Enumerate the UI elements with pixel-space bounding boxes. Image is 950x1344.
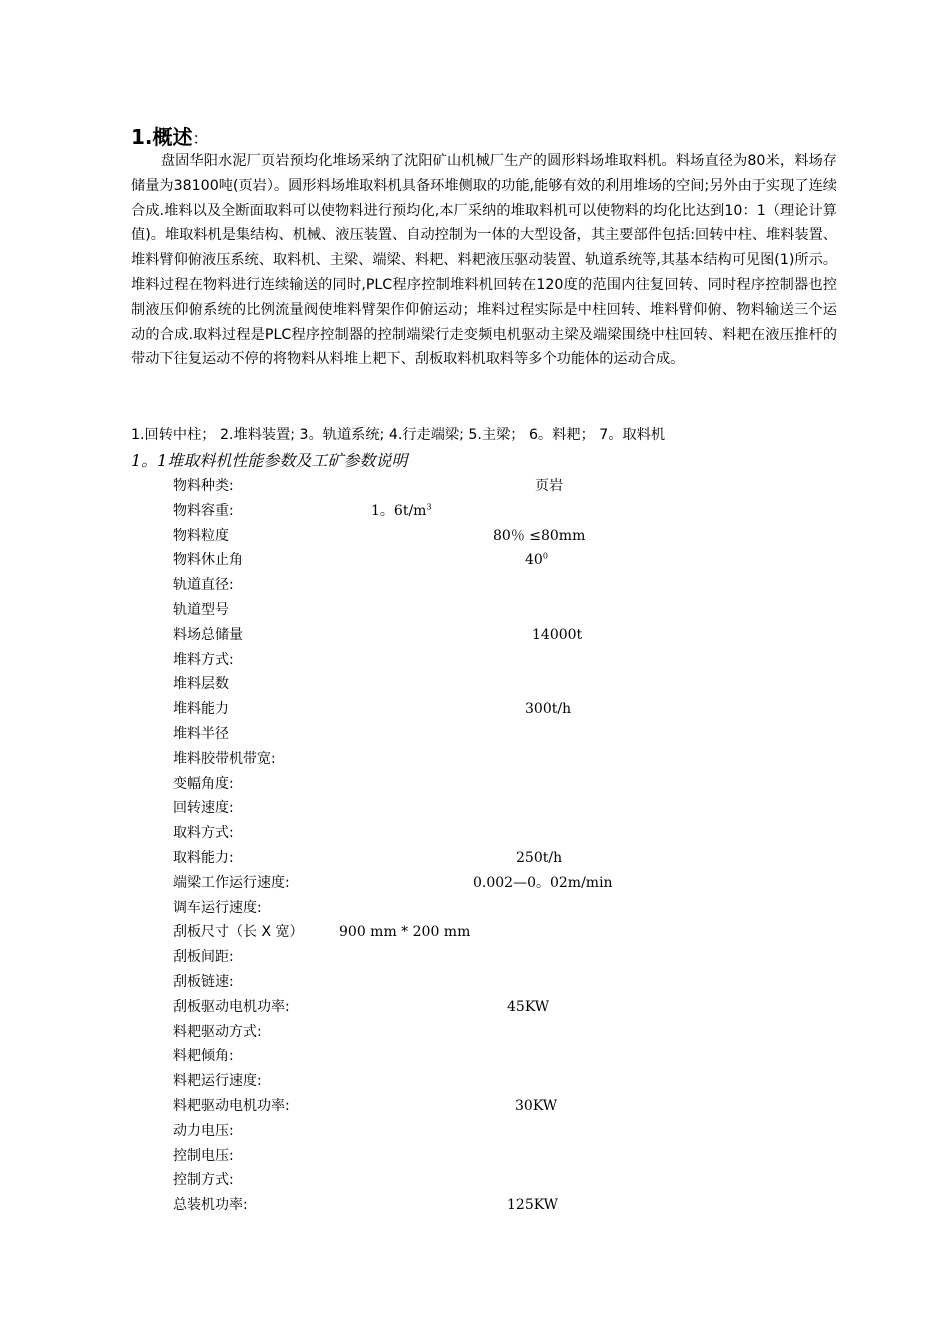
- section-title-colon: ：: [192, 129, 209, 148]
- parameter-row: [173, 672, 813, 697]
- parameter-label: 堆料能力: [173, 701, 229, 718]
- parameter-label: 轨道直径:: [173, 577, 234, 594]
- parameter-label: 回转速度:: [173, 800, 234, 817]
- parameter-value: 900 mm * 200 mm: [339, 924, 471, 941]
- section-title: 概述: [152, 125, 193, 149]
- parameter-label: 动力电压:: [173, 1122, 234, 1139]
- parameter-value: 0.002—0。02m/min: [473, 874, 613, 891]
- parameter-row: [173, 499, 813, 524]
- parameter-value-superscript: 3: [426, 502, 432, 512]
- parameter-row: [173, 747, 813, 772]
- parameter-row: [173, 871, 813, 896]
- parameter-label: 调车运行速度:: [173, 899, 262, 916]
- parameter-label: 料耙驱动方式:: [173, 1023, 262, 1040]
- parameter-value-superscript: 0: [542, 551, 548, 561]
- parameter-row: [173, 1193, 813, 1218]
- intro-paragraph: 盘固华阳水泥厂页岩预均化堆场采纳了沈阳矿山机械厂生产的圆形料场堆取料机。料场直径为80米，料场存储量为38100吨(页岩）。圆形料场堆取料机具备环堆侧取的功能,能够有效的利用堆场的空间;另外由于实现了连续合成.堆料以及全断面取料可以使物料进行预均化,本厂采纳的堆取料机可以使物料的均化比达到10：1（理论计算值)。堆取料机是集结构、机械、液压装置、自动控制为一体的大型设备，其主要部件包括:回转中柱、堆料装置、堆料臂仰俯液压系统、取料机、主梁、端梁、料耙、料耙液压驱动装置、轨道系统等,其基本结构可见图(1)所示。堆料过程在物料进行连续输送的同时,PLC程序控制堆料机回转在120度的范围内往复回转、同时程序控制器也控制液压仰俯系统的比例流量阀使堆料臂架作仰俯运动；堆料过程实际是中柱回转、堆料臂仰俯、物料输送三个运动的合成.取料过程是PLC程序控制器的控制端梁行走变频电机驱动主梁及端梁围绕中柱回转、料耙在液压推杆的带动下往复运动不停的将物料从料堆上耙下、刮板取料机取料等多个功能体的运动合成。: [131, 153, 837, 368]
- parameter-row: [173, 598, 813, 623]
- parameter-value: 45KW: [507, 998, 550, 1015]
- parameter-row: [173, 1069, 813, 1094]
- parameter-row: [173, 1144, 813, 1169]
- parameter-row: [173, 1119, 813, 1144]
- parameter-label: 物料容重:: [173, 502, 234, 519]
- parameter-label: 料场总储量: [173, 626, 243, 643]
- parameter-row: [173, 970, 813, 995]
- parameter-list: [173, 474, 813, 1218]
- parameter-label: 堆料胶带机带宽:: [173, 750, 276, 767]
- parameter-row: [173, 772, 813, 797]
- parameter-label: 刮板间距:: [173, 949, 234, 966]
- parameter-label: 刮板驱动电机功率:: [173, 998, 290, 1015]
- figure-legend: 1.回转中柱； 2.堆料装置; 3。轨道系统; 4.行走端梁; 5.主梁； 6。料耙； 7。取料机: [131, 427, 666, 443]
- parameter-value: 1。$6t/m^3$: [371, 502, 432, 519]
- parameter-value: 125KW: [507, 1197, 559, 1214]
- parameter-value: 300t/h: [525, 701, 572, 718]
- parameter-value: 80％ ≤80mm: [493, 527, 586, 544]
- parameter-label: 料耙运行速度:: [173, 1073, 262, 1090]
- section-number: 1.: [131, 125, 153, 149]
- parameter-row: [173, 697, 813, 722]
- parameter-label: 堆料方式:: [173, 651, 234, 668]
- subsection-title: 1。1堆取料机性能参数及工矿参数说明: [131, 451, 408, 470]
- parameter-row: [173, 995, 813, 1020]
- parameter-label: 料耙倾角:: [173, 1048, 234, 1065]
- parameter-row: [173, 474, 813, 499]
- parameter-label: 总装机功率:: [173, 1197, 248, 1214]
- parameter-value: 30KW: [515, 1097, 558, 1114]
- parameter-label: 控制电压:: [173, 1147, 234, 1164]
- parameter-label: 料耙驱动电机功率:: [173, 1097, 290, 1114]
- parameter-label: 刮板链速:: [173, 973, 234, 990]
- parameter-label: 物料粒度: [173, 527, 229, 544]
- parameter-row: [173, 623, 813, 648]
- parameter-label: 轨道型号: [173, 601, 229, 618]
- parameter-label: 取料方式:: [173, 825, 234, 842]
- parameter-value: $40^0$: [525, 551, 548, 569]
- parameter-row: [173, 1044, 813, 1069]
- parameter-row: [173, 846, 813, 871]
- parameter-row: [173, 573, 813, 598]
- parameter-row: [173, 796, 813, 821]
- parameter-row: [173, 945, 813, 970]
- parameter-row: [173, 524, 813, 549]
- parameter-row: [173, 920, 813, 945]
- parameter-row: [173, 1168, 813, 1193]
- parameter-label: 变幅角度:: [173, 775, 234, 792]
- parameter-label: 堆料层数: [173, 676, 229, 693]
- parameter-value: 250t/h: [516, 849, 563, 866]
- parameter-row: [173, 548, 813, 573]
- parameter-row: [173, 896, 813, 921]
- section-heading: [131, 124, 209, 152]
- parameter-row: [173, 821, 813, 846]
- parameter-row: [173, 722, 813, 747]
- parameter-label: 端梁工作运行速度:: [173, 874, 290, 891]
- parameter-label: 物料种类:: [173, 478, 234, 494]
- parameter-row: [173, 1020, 813, 1045]
- parameter-label: 物料休止角: [173, 552, 243, 569]
- parameter-value: 14000t: [532, 626, 583, 643]
- parameter-label: 控制方式:: [173, 1172, 234, 1189]
- parameter-row: [173, 648, 813, 673]
- parameter-label: 刮板尺寸（长 X 宽）: [173, 924, 304, 941]
- parameter-value: 页岩: [535, 478, 563, 494]
- parameter-label: 堆料半径: [173, 725, 229, 742]
- parameter-label: 取料能力:: [173, 849, 234, 866]
- parameter-row: [173, 1094, 813, 1119]
